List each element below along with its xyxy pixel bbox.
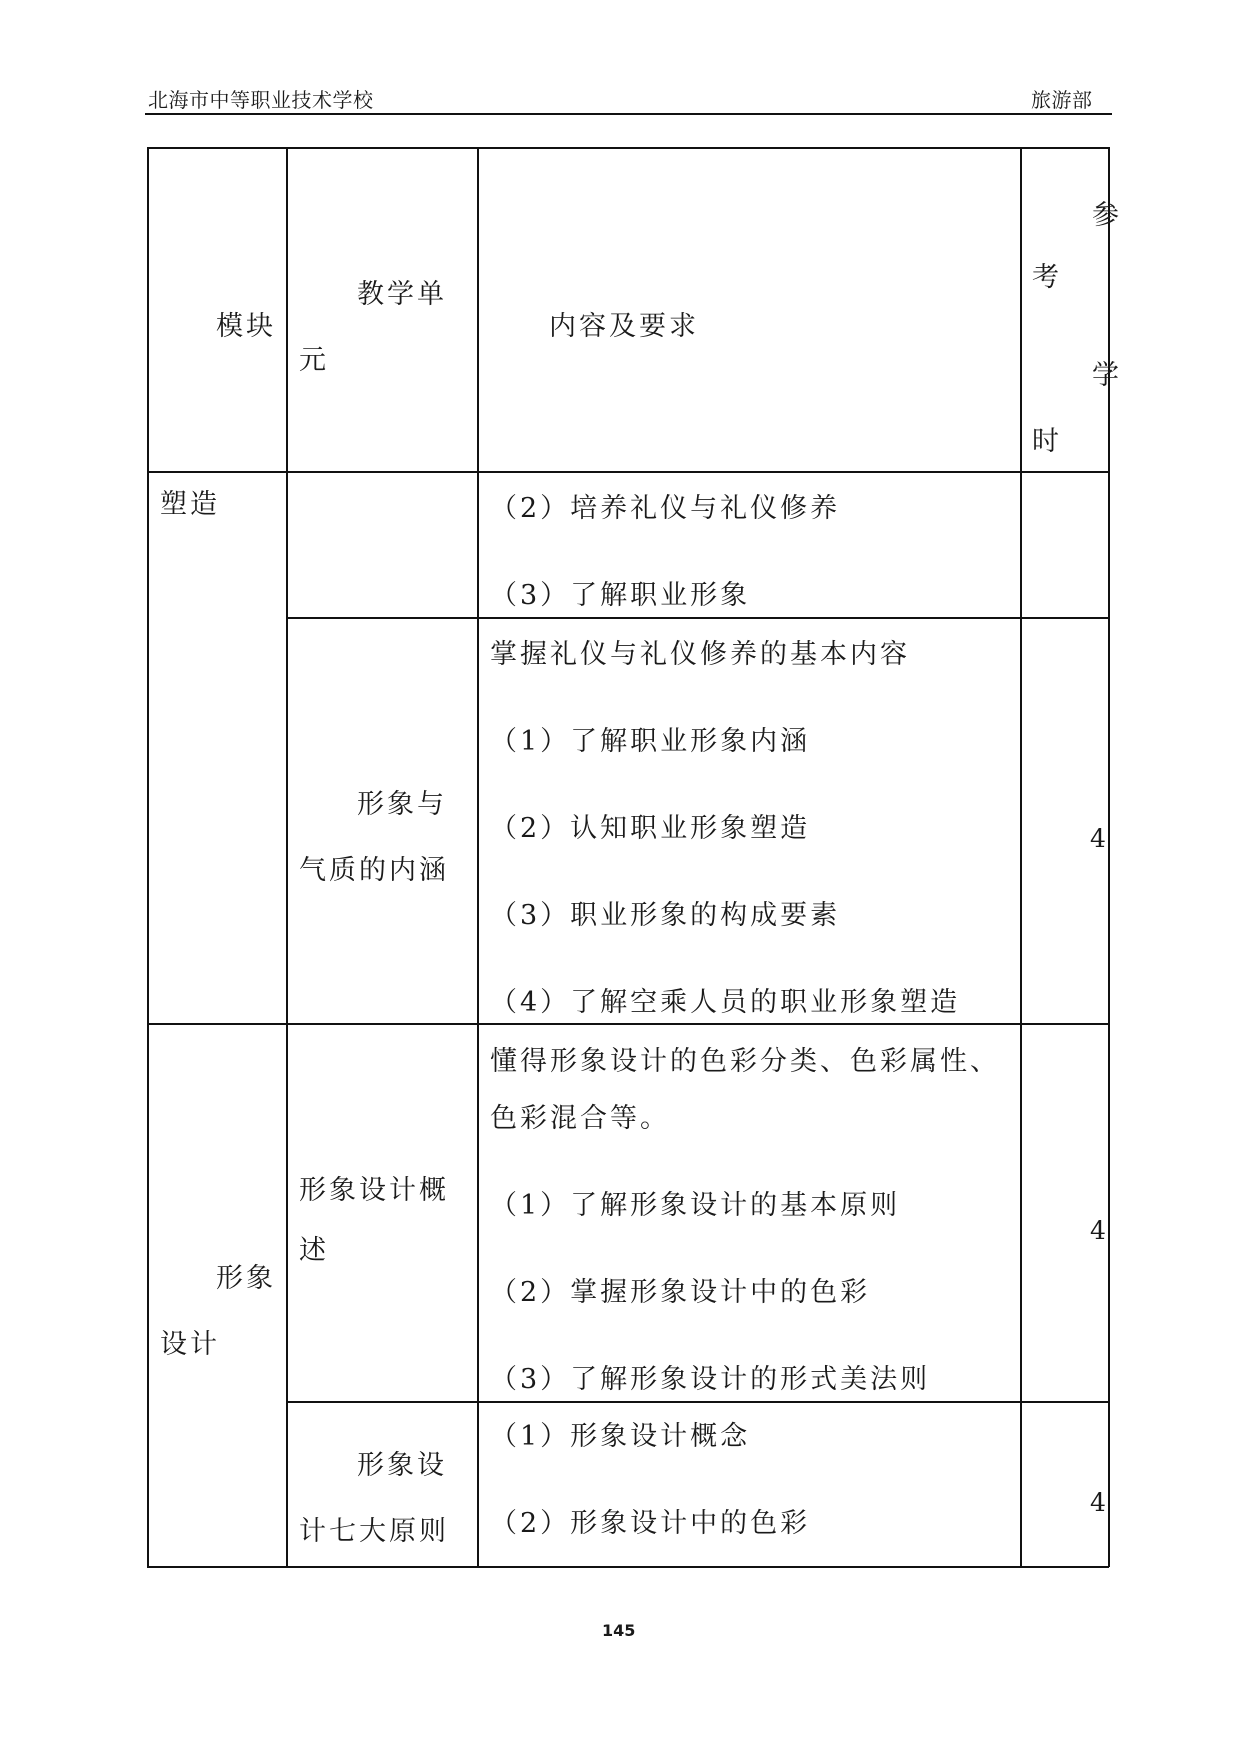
row1-content-line1: （2）培养礼仪与礼仪修养 — [490, 493, 841, 524]
department-name: 旅游部 — [1031, 88, 1093, 112]
hours-char-2: 考 — [1032, 262, 1062, 293]
col-header-unit-line1: 教学单 — [357, 279, 447, 310]
row1-module: 塑造 — [160, 489, 220, 520]
table-col-divider — [286, 147, 288, 1567]
row3-hours: 4 — [1090, 1216, 1106, 1245]
table-border-bottom — [147, 1566, 1109, 1568]
table-border-top — [147, 147, 1109, 149]
row4-unit-line2: 计七大原则 — [299, 1516, 449, 1547]
school-name: 北海市中等职业技术学校 — [148, 88, 374, 112]
table-row-divider — [147, 1023, 1109, 1025]
row1-content-line2: （3）了解职业形象 — [490, 580, 751, 611]
row2-content-line2: （1）了解职业形象内涵 — [490, 726, 811, 757]
row2-content-line3: （2）认知职业形象塑造 — [490, 813, 811, 844]
table-row-divider — [147, 471, 1109, 473]
table-row-divider — [286, 1401, 1109, 1403]
hours-char-4: 时 — [1032, 426, 1062, 457]
row3-content-line4: （2）掌握形象设计中的色彩 — [490, 1277, 871, 1308]
hours-char-1: 参 — [1092, 200, 1122, 231]
row3-content-line3: （1）了解形象设计的基本原则 — [490, 1190, 901, 1221]
row4-hours: 4 — [1090, 1488, 1106, 1517]
col-header-module: 模块 — [216, 311, 276, 342]
row2-unit-line1: 形象与 — [357, 789, 447, 820]
page-number: 145 — [602, 1621, 636, 1640]
header-divider — [145, 113, 1112, 115]
row3-content-line1: 懂得形象设计的色彩分类、色彩属性、 — [490, 1046, 1000, 1077]
row2-hours: 4 — [1090, 824, 1106, 853]
row3-module-line1: 形象 — [216, 1263, 276, 1294]
row2-content-line5: （4）了解空乘人员的职业形象塑造 — [490, 987, 961, 1018]
row2-unit-line2: 气质的内涵 — [299, 855, 449, 886]
table-row-divider — [286, 617, 1109, 619]
row3-unit-line2: 述 — [299, 1235, 329, 1266]
col-header-unit-line2: 元 — [299, 345, 329, 376]
table-col-divider — [477, 147, 479, 1567]
hours-char-3: 学 — [1092, 360, 1122, 391]
row3-unit-line1: 形象设计概 — [299, 1175, 449, 1206]
row3-module-line2: 设计 — [160, 1329, 220, 1360]
row2-content-line4: （3）职业形象的构成要素 — [490, 900, 841, 931]
col-header-content: 内容及要求 — [549, 311, 699, 342]
row2-content-line1: 掌握礼仪与礼仪修养的基本内容 — [490, 639, 910, 670]
row4-unit-line1: 形象设 — [357, 1450, 447, 1481]
row4-content-line1: （1）形象设计概念 — [490, 1421, 751, 1452]
row3-content-line5: （3）了解形象设计的形式美法则 — [490, 1364, 931, 1395]
row3-content-line2: 色彩混合等。 — [490, 1103, 670, 1134]
row4-content-line2: （2）形象设计中的色彩 — [490, 1508, 811, 1539]
table-border-left — [147, 147, 149, 1567]
col-header-hours — [1022, 150, 1122, 468]
